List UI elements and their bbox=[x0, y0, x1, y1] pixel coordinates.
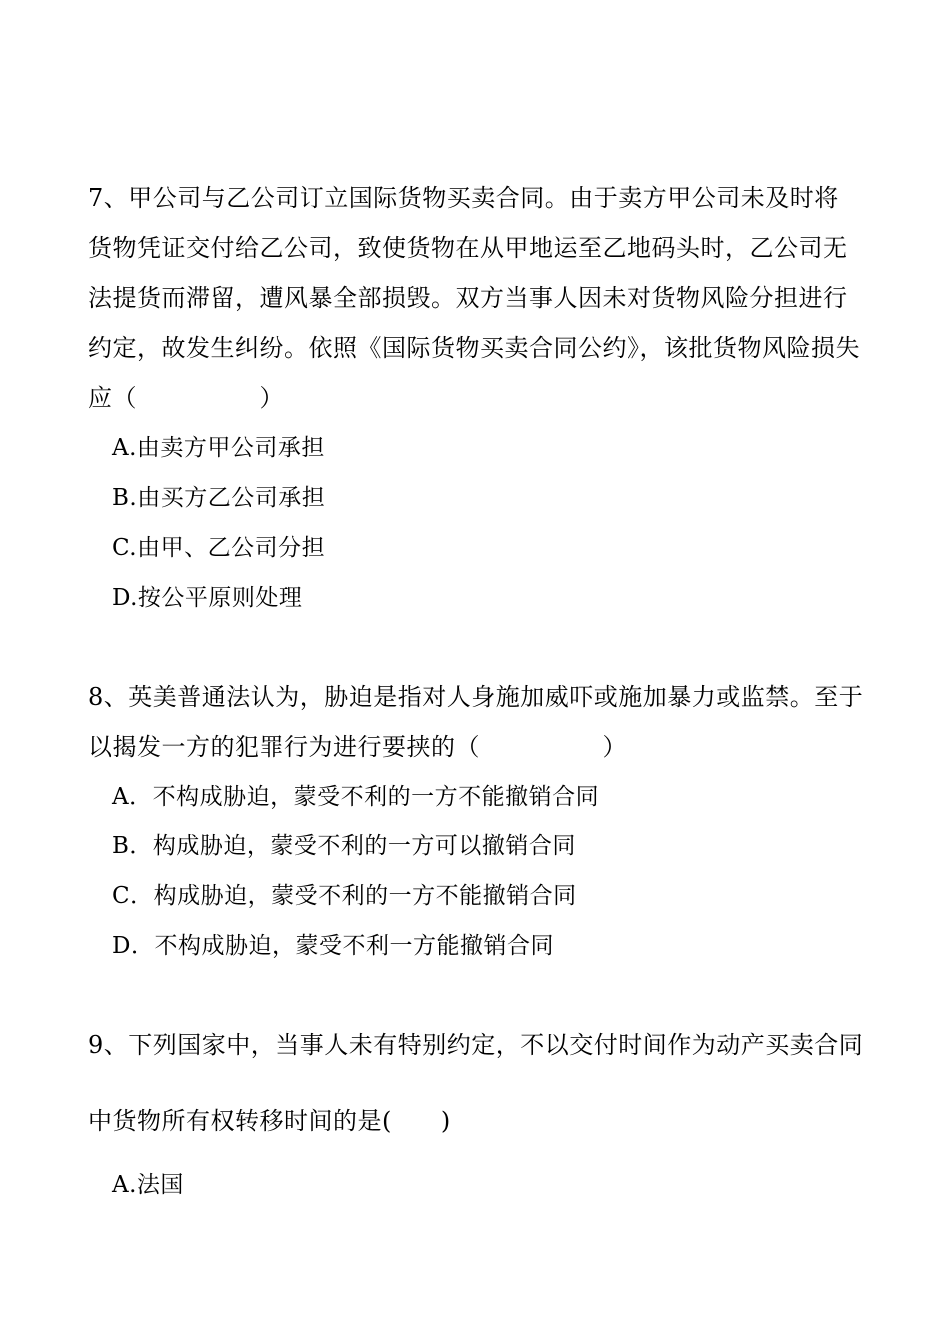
question-8-option-c: C．构成胁迫，蒙受不利的一方不能撤销合同 bbox=[112, 883, 577, 909]
question-7-line-5: 应（ ） bbox=[88, 384, 284, 412]
question-9-line-2: 中货物所有权转移时间的是( ) bbox=[88, 1107, 451, 1135]
question-7-option-c: C.由甲、乙公司分担 bbox=[112, 535, 326, 561]
question-7-option-b: B.由买方乙公司承担 bbox=[112, 485, 326, 511]
question-7-option-d: D.按公平原则处理 bbox=[112, 585, 303, 611]
question-8-option-b: B．构成胁迫，蒙受不利的一方可以撤销合同 bbox=[112, 833, 576, 859]
question-9-line-1: 9、下列国家中，当事人未有特别约定，不以交付时间作为动产买卖合同 bbox=[88, 1031, 864, 1059]
question-7-option-a: A.由卖方甲公司承担 bbox=[112, 435, 325, 461]
question-7-line-2: 货物凭证交付给乙公司，致使货物在从甲地运至乙地码头时，乙公司无 bbox=[88, 234, 848, 262]
question-8-option-a: A．不构成胁迫，蒙受不利的一方不能撤销合同 bbox=[112, 784, 600, 810]
question-9-option-a: A.法国 bbox=[112, 1172, 184, 1198]
question-8-line-2: 以揭发一方的犯罪行为进行要挟的（ ） bbox=[88, 733, 627, 761]
question-8-line-1: 8、英美普通法认为，胁迫是指对人身施加威吓或施加暴力或监禁。至于 bbox=[88, 683, 864, 711]
question-7-line-1: 7、甲公司与乙公司订立国际货物买卖合同。由于卖方甲公司未及时将 bbox=[88, 184, 839, 212]
question-7-line-4: 约定，故发生纠纷。依照《国际货物买卖合同公约》，该批货物风险损失 bbox=[88, 334, 860, 362]
question-8-option-d: D．不构成胁迫，蒙受不利一方能撤销合同 bbox=[112, 933, 554, 959]
question-7-line-3: 法提货而滞留，遭风暴全部损毁。双方当事人因未对货物风险分担进行 bbox=[88, 284, 848, 312]
